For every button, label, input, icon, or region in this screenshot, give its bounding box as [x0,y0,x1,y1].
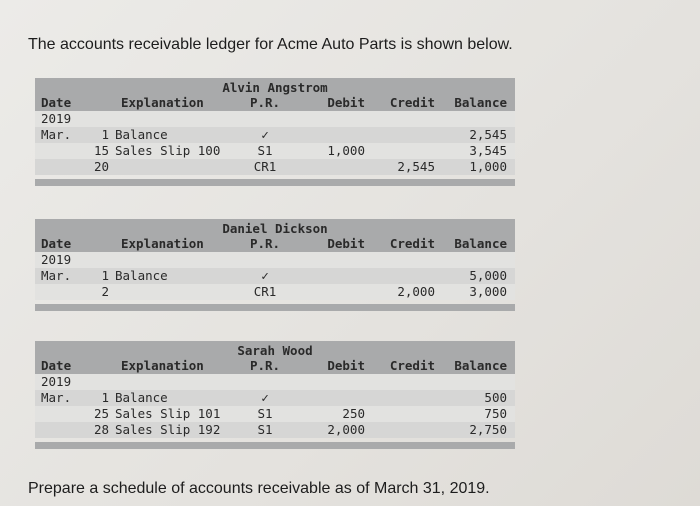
explanation: Sales Slip 101 [115,406,221,421]
header-row [35,358,515,374]
day: 2 [101,284,109,299]
balance: 3,000 [469,284,507,299]
header-row [35,95,515,111]
ledger-row [35,422,515,438]
month: Mar. [41,268,72,283]
customer-name: Daniel Dickson [222,221,328,236]
posting-reference: CR1 [253,159,277,174]
ledger-daniel-dickson [35,219,515,311]
column-header-pr: P.R. [249,236,281,251]
column-header-explanation: Explanation [121,358,204,373]
ledger-row [35,159,515,175]
day: 15 [93,143,109,158]
column-header-date: Date [41,95,72,110]
posting-reference: ✓ [261,268,269,283]
day: 1 [101,390,109,405]
prompt-text: Prepare a schedule of accounts receivable as of March 31, 2019. [28,480,490,497]
column-header-date: Date [41,236,72,251]
column-header-pr: P.R. [249,358,281,373]
column-header-credit: Credit [389,358,435,373]
balance: 3,545 [469,143,507,158]
column-header-debit: Debit [327,95,365,110]
month: Mar. [41,390,72,405]
balance: 2,545 [469,127,507,142]
column-header-explanation: Explanation [121,236,204,251]
column-header-explanation: Explanation [121,95,204,110]
debit: 1,000 [327,143,365,158]
day: 20 [93,159,109,174]
day: 28 [93,422,109,437]
column-header-debit: Debit [327,358,365,373]
column-header-credit: Credit [389,95,435,110]
explanation: Balance [115,390,168,405]
balance: 750 [484,406,507,421]
ledger-row [35,390,515,406]
day: 1 [101,127,109,142]
column-header-balance: Balance [454,95,507,110]
ledger-row [35,406,515,422]
day: 25 [93,406,109,421]
balance: 1,000 [469,159,507,174]
explanation: Sales Slip 192 [115,422,221,437]
year-row [35,111,515,127]
balance: 5,000 [469,268,507,283]
posting-reference: S1 [257,406,273,421]
ledger-row [35,143,515,159]
posting-reference: ✓ [261,127,269,142]
debit: 250 [342,406,365,421]
column-header-date: Date [41,358,72,373]
year-row [35,374,515,390]
customer-name: Alvin Angstrom [222,80,328,95]
ledger-end-bar [35,442,515,449]
column-header-balance: Balance [454,236,507,251]
year: 2019 [41,252,72,267]
column-header-pr: P.R. [249,95,281,110]
posting-reference: S1 [257,422,273,437]
column-header-credit: Credit [389,236,435,251]
credit: 2,545 [397,159,435,174]
explanation: Balance [115,127,168,142]
ledger-row [35,127,515,143]
month: Mar. [41,127,72,142]
posting-reference: S1 [257,143,273,158]
year: 2019 [41,374,72,389]
credit: 2,000 [397,284,435,299]
intro-text: The accounts receivable ledger for Acme Auto Parts is shown below. [28,36,513,53]
ledger-end-bar [35,304,515,311]
column-header-debit: Debit [327,236,365,251]
balance: 2,750 [469,422,507,437]
ledger-row [35,268,515,284]
ledger-row [35,284,515,300]
posting-reference: CR1 [253,284,277,299]
year-row [35,252,515,268]
header-row [35,236,515,252]
column-header-balance: Balance [454,358,507,373]
explanation: Sales Slip 100 [115,143,221,158]
debit: 2,000 [327,422,365,437]
balance: 500 [484,390,507,405]
posting-reference: ✓ [261,390,269,405]
ledger-end-bar [35,179,515,186]
ledger-sarah-wood [35,341,515,449]
customer-name: Sarah Wood [237,343,313,358]
year: 2019 [41,111,72,126]
ledger-alvin-angstrom [35,78,515,186]
explanation: Balance [115,268,168,283]
day: 1 [101,268,109,283]
